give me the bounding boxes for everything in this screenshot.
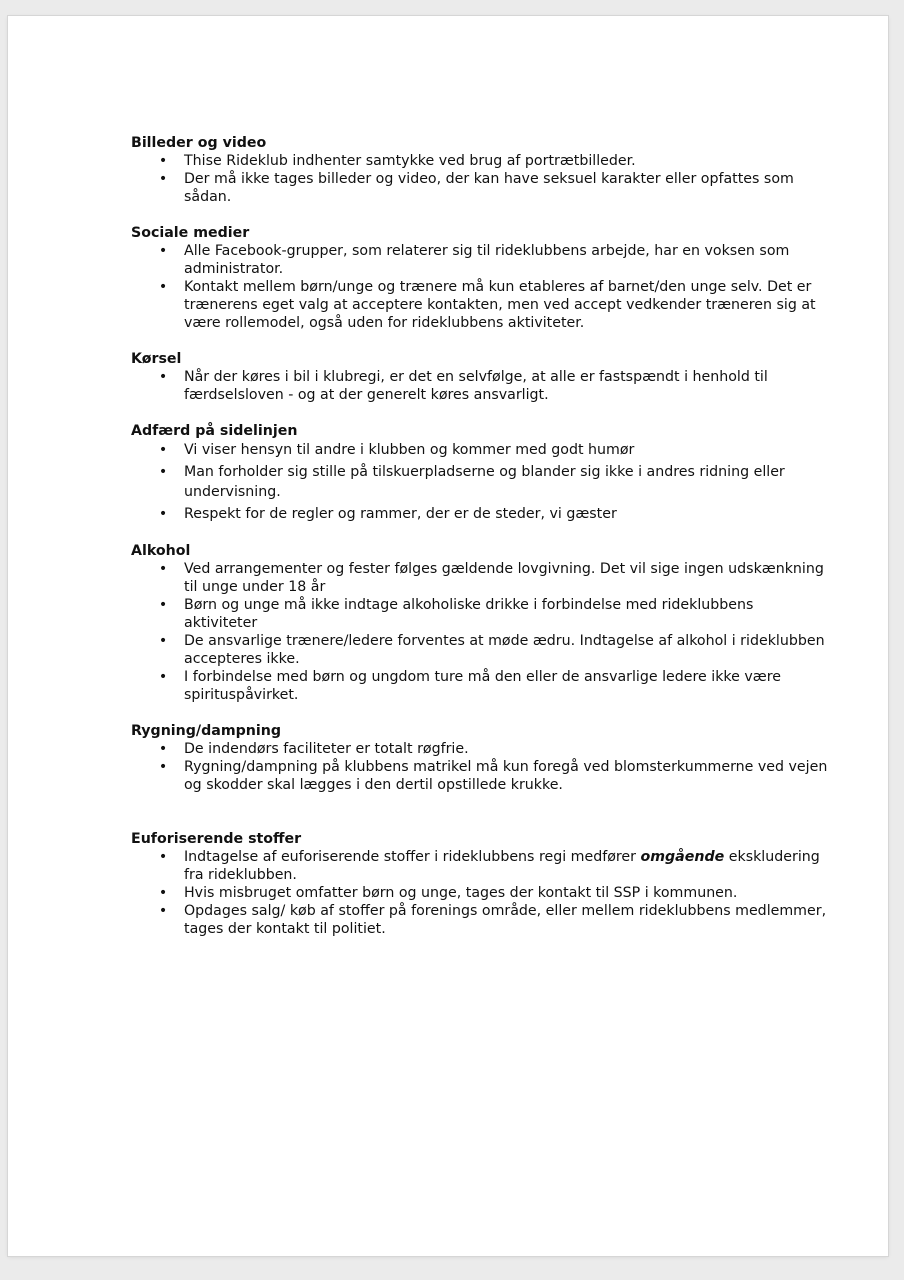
- bullet-list: [131, 440, 831, 524]
- bullet-icon: •: [158, 885, 168, 901]
- section-heading: Euforiserende stoffer: [131, 831, 302, 847]
- bullet-icon: •: [158, 561, 168, 577]
- list-item: • Thise Rideklub indhenter samtykke ved brug af portrætbilleder.: [158, 153, 636, 169]
- bullet-icon: •: [158, 171, 168, 187]
- item-text-after: ekskludering fra rideklubben.: [184, 849, 820, 883]
- section-heading: Sociale medier: [131, 225, 250, 241]
- list-item: • De indendørs faciliteter er totalt røgfrie.: [158, 741, 469, 757]
- emphasis-text: omgående: [640, 849, 725, 865]
- section-sociale-medier: [131, 224, 831, 332]
- bullet-icon: •: [158, 849, 168, 865]
- bullet-icon: •: [158, 741, 168, 757]
- section-heading: Billeder og video: [131, 135, 267, 151]
- list-item: • Opdages salg/ køb af stoffer på forenings område, eller mellem rideklubbens medlemmer, tages der kontakt til politiet.: [158, 903, 827, 937]
- list-item: • Hvis misbruget omfatter børn og unge, tages der kontakt til SSP i kommunen.: [158, 885, 738, 901]
- bullet-icon: •: [158, 442, 168, 458]
- list-item: • De ansvarlige trænere/ledere forventes at møde ædru. Indtagelse af alkohol i rideklubben accepteres ikke.: [158, 633, 825, 667]
- list-item: [131, 848, 831, 884]
- bullet-list: [131, 242, 831, 332]
- item-text-before: Indtagelse af euforiserende stoffer i rideklubbens regi medfører: [184, 849, 641, 865]
- list-item: • Rygning/dampning på klubbens matrikel må kun foregå ved blomsterkummerne ved vejen og skodder skal lægges i den dertil opstillede krukke.: [158, 759, 828, 793]
- list-item: • Man forholder sig stille på tilskuerpladserne og blander sig ikke i andres ridning eller undervisning.: [158, 464, 785, 500]
- section-alkohol: [131, 542, 831, 704]
- section-billeder-og-video: [131, 134, 831, 206]
- bullet-icon: •: [158, 369, 168, 385]
- section-korsel: [131, 350, 831, 404]
- document-body: [131, 134, 831, 956]
- section-heading: Adfærd på sidelinjen: [131, 423, 298, 439]
- list-item: • Kontakt mellem børn/unge og trænere må kun etableres af barnet/den unge selv. Det er trænerens eget valg at acceptere kontakten, men ved accept vedkender træneren sig at være rollemodel, også uden for rideklubbens aktiviteter.: [158, 279, 816, 331]
- section-adfaerd-pa-sidelinjen: [131, 422, 831, 524]
- bullet-list: [131, 848, 831, 938]
- bullet-icon: •: [158, 633, 168, 649]
- section-heading: Rygning/dampning: [131, 723, 281, 739]
- section-euforiserende-stoffer: [131, 830, 831, 938]
- bullet-icon: •: [158, 464, 168, 480]
- bullet-icon: •: [158, 903, 168, 919]
- bullet-list: [131, 152, 831, 206]
- bullet-icon: •: [158, 759, 168, 775]
- list-item: • Vi viser hensyn til andre i klubben og kommer med godt humør: [158, 442, 635, 458]
- document-page: [8, 16, 888, 1256]
- bullet-list: [131, 560, 831, 704]
- list-item: • Der må ikke tages billeder og video, der kan have seksuel karakter eller opfattes som sådan.: [158, 171, 794, 205]
- section-rygning-dampning: [131, 722, 831, 794]
- list-item: • Ved arrangementer og fester følges gældende lovgivning. Det vil sige ingen udskænkning til unge under 18 år: [158, 561, 824, 595]
- bullet-icon: •: [158, 153, 168, 169]
- section-heading: Alkohol: [131, 543, 191, 559]
- bullet-icon: •: [158, 506, 168, 522]
- bullet-list: [131, 740, 831, 794]
- bullet-icon: •: [158, 279, 168, 295]
- list-item: • Alle Facebook-grupper, som relaterer sig til rideklubbens arbejde, har en voksen som administrator.: [158, 243, 790, 277]
- list-item: • Børn og unge må ikke indtage alkoholiske drikke i forbindelse med rideklubbens aktiviteter: [158, 597, 754, 631]
- bullet-icon: •: [158, 669, 168, 685]
- list-item: • I forbindelse med børn og ungdom ture må den eller de ansvarlige ledere ikke være spirituspåvirket.: [158, 669, 781, 703]
- bullet-icon: •: [158, 597, 168, 613]
- list-item: • Respekt for de regler og rammer, der er de steder, vi gæster: [158, 506, 617, 522]
- bullet-list: [131, 368, 831, 404]
- section-heading: Kørsel: [131, 351, 182, 367]
- bullet-icon: •: [158, 243, 168, 259]
- list-item: • Når der køres i bil i klubregi, er det en selvfølge, at alle er fastspændt i henhold til færdselsloven - og at der generelt køres ansvarligt.: [158, 369, 768, 403]
